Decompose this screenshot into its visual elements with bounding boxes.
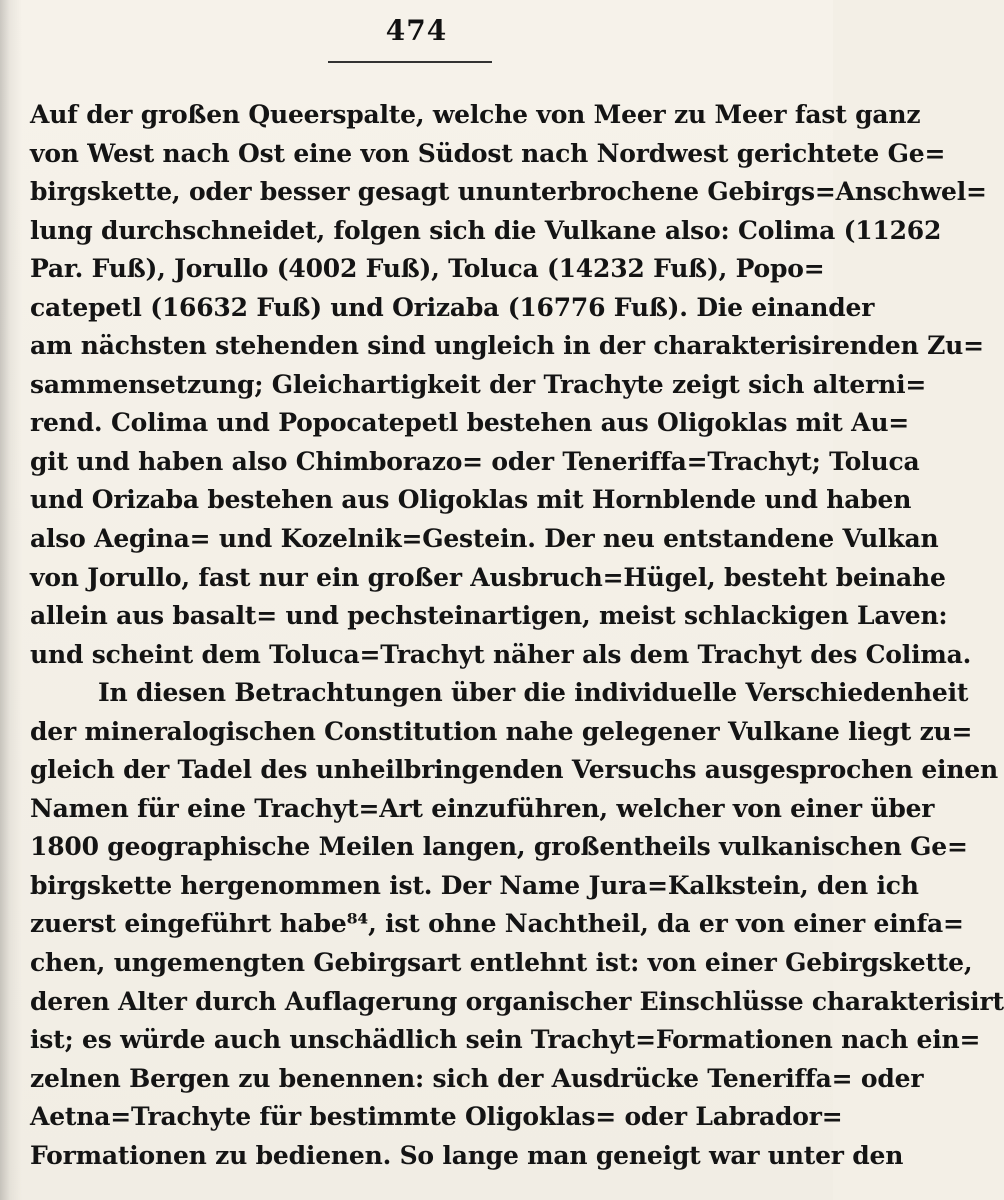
- text-line: allein aus basalt= und pechsteinartigen, meist schlackigen Laven:: [30, 601, 948, 631]
- text-line: Par. Fuß), Jorullo (4002 Fuß), Toluca (14232 Fuß), Popo=: [30, 254, 825, 284]
- text-line: git und haben also Chimborazo= oder Teneriffa=Trachyt; Toluca: [30, 446, 920, 476]
- text-line: rend. Colima und Popocatepetl bestehen aus Oligoklas mit Au=: [30, 408, 910, 438]
- body-text: [30, 96, 1004, 1175]
- text-line: sammensetzung; Gleichartigkeit der Trachyte zeigt sich alterni=: [30, 369, 927, 399]
- text-line: ist; es würde auch unschädlich sein Trachyt=Formationen nach ein=: [30, 1025, 981, 1055]
- text-line: am nächsten stehenden sind ungleich in der charakterisirenden Zu=: [30, 331, 984, 361]
- page-number: 474: [385, 14, 448, 47]
- text-line: und Orizaba bestehen aus Oligoklas mit Hornblende und haben: [30, 485, 912, 515]
- text-line: catepetl (16632 Fuß) und Orizaba (16776 Fuß). Die einander: [30, 292, 875, 322]
- text-line: Formationen zu bedienen. So lange man geneigt war unter den: [30, 1140, 904, 1170]
- text-line: birgskette hergenommen ist. Der Name Jura=Kalkstein, den ich: [30, 870, 919, 900]
- header-rule: [328, 61, 492, 63]
- text-line: von West nach Ost eine von Südost nach Nordwest gerichtete Ge=: [30, 138, 946, 168]
- text-line: also Aegina= und Kozelnik=Gestein. Der neu entstandene Vulkan: [30, 524, 939, 554]
- text-line: deren Alter durch Auflagerung organischer Einschlüsse charakterisirt: [30, 986, 1004, 1016]
- text-line: zelnen Bergen zu benennen: sich der Ausdrücke Teneriffa= oder: [30, 1063, 924, 1093]
- text-line: birgskette, oder besser gesagt ununterbrochene Gebirgs=Anschwel=: [30, 177, 987, 207]
- text-line: In diesen Betrachtungen über die individuelle Verschiedenheit: [98, 678, 969, 708]
- text-line: chen, ungemengten Gebirgsart entlehnt ist: von einer Gebirgskette,: [30, 948, 973, 978]
- text-line: von Jorullo, fast nur ein großer Ausbruch=Hügel, besteht beinahe: [30, 562, 946, 592]
- text-line: lung durchschneidet, folgen sich die Vulkane also: Colima (11262: [30, 215, 942, 245]
- text-line: Namen für eine Trachyt=Art einzuführen, welcher von einer über: [30, 793, 935, 823]
- text-line: und scheint dem Toluca=Trachyt näher als dem Trachyt des Colima.: [30, 639, 972, 669]
- text-line: Aetna=Trachyte für bestimmte Oligoklas= oder Labrador=: [30, 1102, 843, 1132]
- text-line: Auf der großen Queerspalte, welche von Meer zu Meer fast ganz: [30, 100, 921, 129]
- text-line: gleich der Tadel des unheilbringenden Versuchs ausgesprochen einen: [30, 755, 998, 785]
- text-line: der mineralogischen Constitution nahe gelegener Vulkane liegt zu=: [30, 716, 973, 746]
- text-line: 1800 geographische Meilen langen, großentheils vulkanischen Ge=: [30, 832, 968, 862]
- text-line: zuerst eingeführt habe⁸⁴, ist ohne Nachtheil, da er von einer einfa=: [30, 909, 964, 939]
